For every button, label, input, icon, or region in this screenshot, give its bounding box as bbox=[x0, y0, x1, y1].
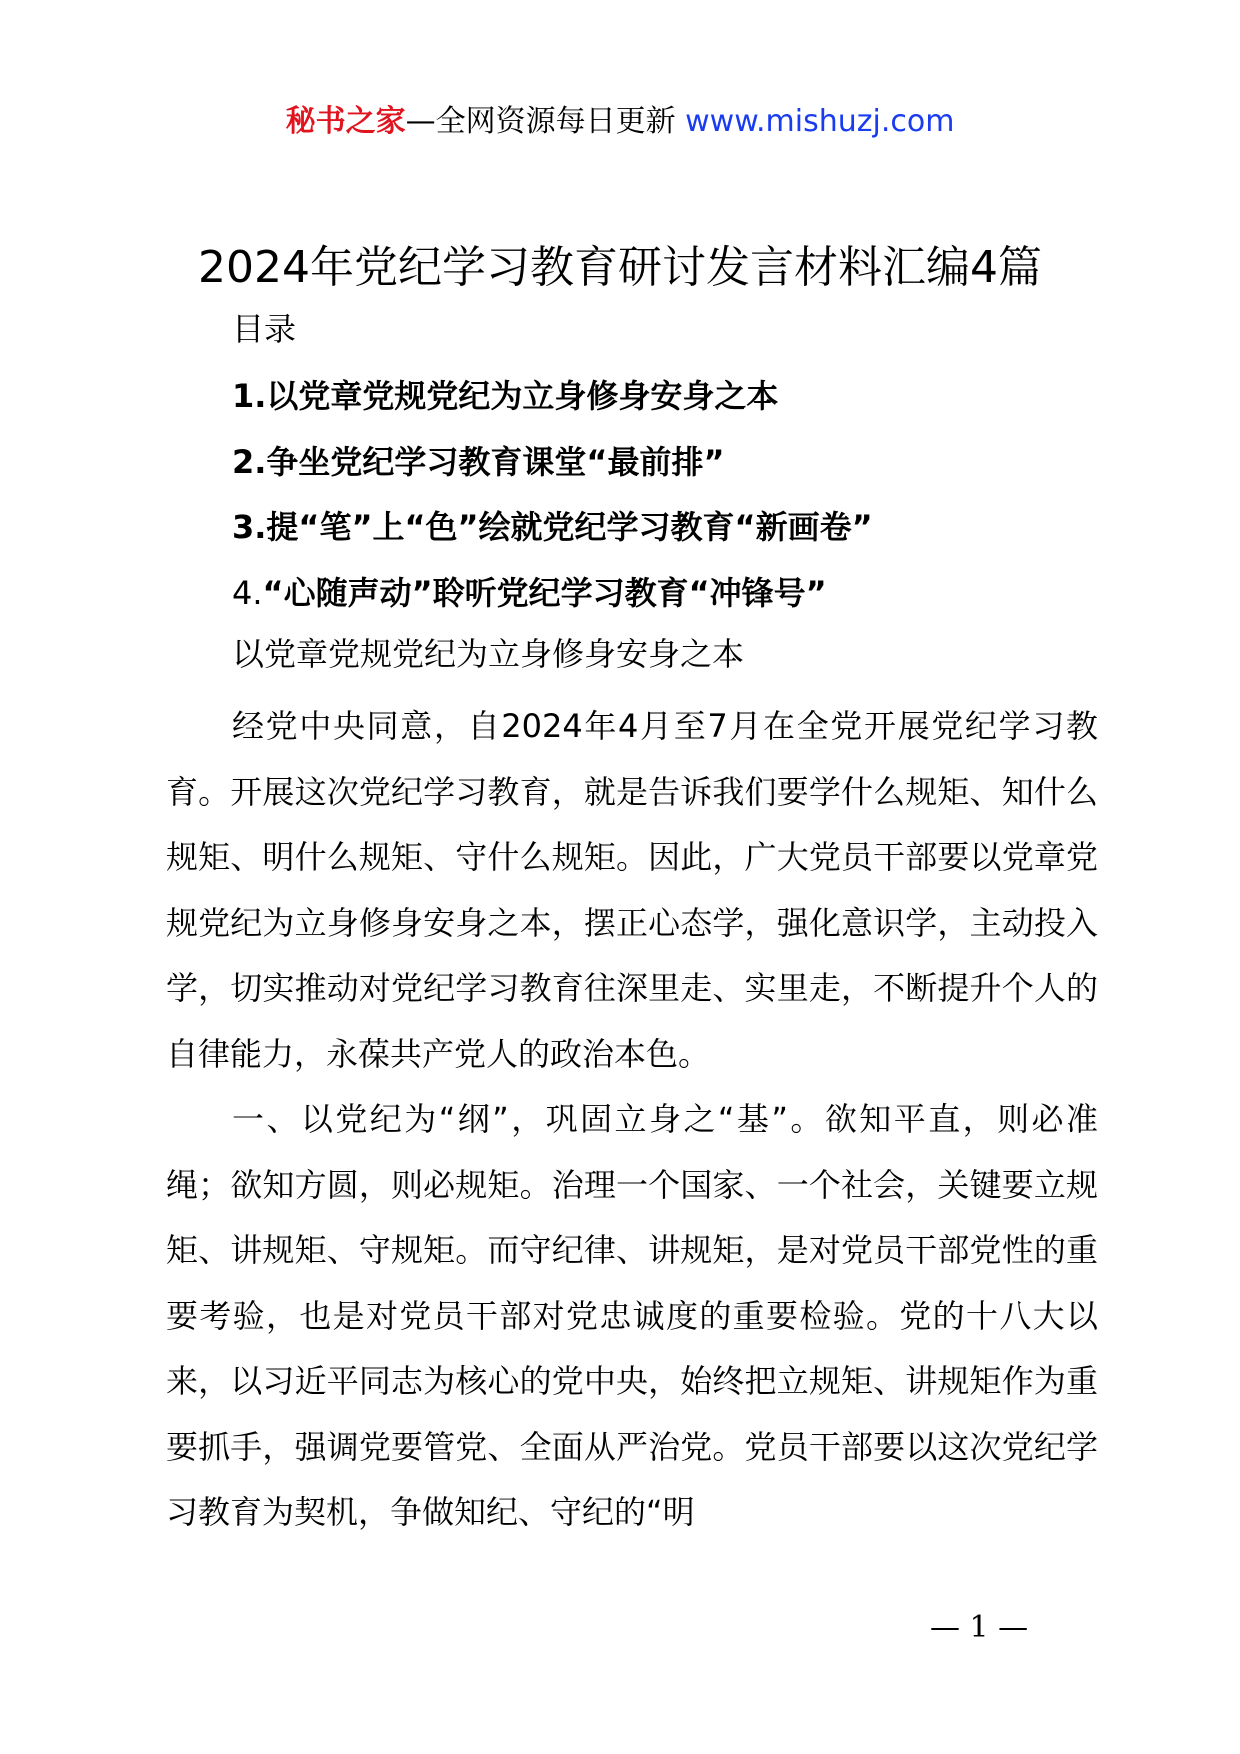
paragraph: 一、以党纪为“纲”，巩固立身之“基”。欲知平直，则必准绳；欲知方圆，则必规矩。治理一个国家、一个社会，关键要立规矩、讲规矩、守规矩。而守纪律、讲规矩，是对党员干部党性的重要考验，也是对党员干部对党忠诚度的重要检验。党的十八大以来，以习近平同志为核心的党中央，始终把立规矩、讲规矩作为重要抓手，强调党要管党、全面从严治党。党员干部要以这次党纪学习教育为契机，争做知纪、守纪的“明 bbox=[166, 1100, 1098, 1531]
toc-text: 以党章党规党纪为立身修身安身之本 bbox=[266, 377, 779, 415]
toc-number: 1. bbox=[232, 377, 267, 415]
site-banner bbox=[0, 100, 1240, 144]
toc-item-3 bbox=[232, 503, 873, 569]
page-number: — 1 — bbox=[930, 1610, 1029, 1645]
toc-text: 争坐党纪学习教育课堂“最前排” bbox=[266, 442, 725, 481]
toc-text: “心随声动”聆听党纪学习教育“冲锋号” bbox=[262, 573, 827, 612]
brand-name: 秘书之家 bbox=[285, 104, 406, 139]
toc-item-4 bbox=[232, 569, 873, 635]
toc-number: 2. bbox=[232, 442, 267, 481]
paragraph: 经党中央同意，自2024年4月至7月在全党开展党纪学习教育。开展这次党纪学习教育，就是告诉我们要学什么规矩、知什么规矩、明什么规矩、守什么规矩。因此，广大党员干部要以党章党规党纪为立身修身安身之本，摆正心态学，强化意识学，主动投入学，切实推动对党纪学习教育往深里走、实里走，不断提升个人的自律能力，永葆共产党人的政治本色。 bbox=[166, 707, 1098, 1073]
toc-item-1 bbox=[232, 372, 873, 438]
toc-text: 提“笔”上“色”绘就党纪学习教育“新画卷” bbox=[266, 508, 873, 546]
toc-number: 3. bbox=[232, 508, 267, 546]
site-url-link[interactable]: www.mishuzj.com bbox=[685, 104, 955, 139]
toc-number: 4. bbox=[232, 573, 263, 612]
body-text bbox=[166, 694, 1098, 1546]
table-of-contents bbox=[232, 372, 873, 634]
banner-slogan: —全网资源每日更新 bbox=[405, 104, 686, 139]
toc-item-2 bbox=[232, 438, 873, 504]
document-title: 2024年党纪学习教育研讨发言材料汇编4篇 bbox=[198, 242, 1042, 293]
section-title: 以党章党规党纪为立身修身安身之本 bbox=[232, 635, 745, 673]
toc-heading: 目录 bbox=[232, 310, 297, 348]
